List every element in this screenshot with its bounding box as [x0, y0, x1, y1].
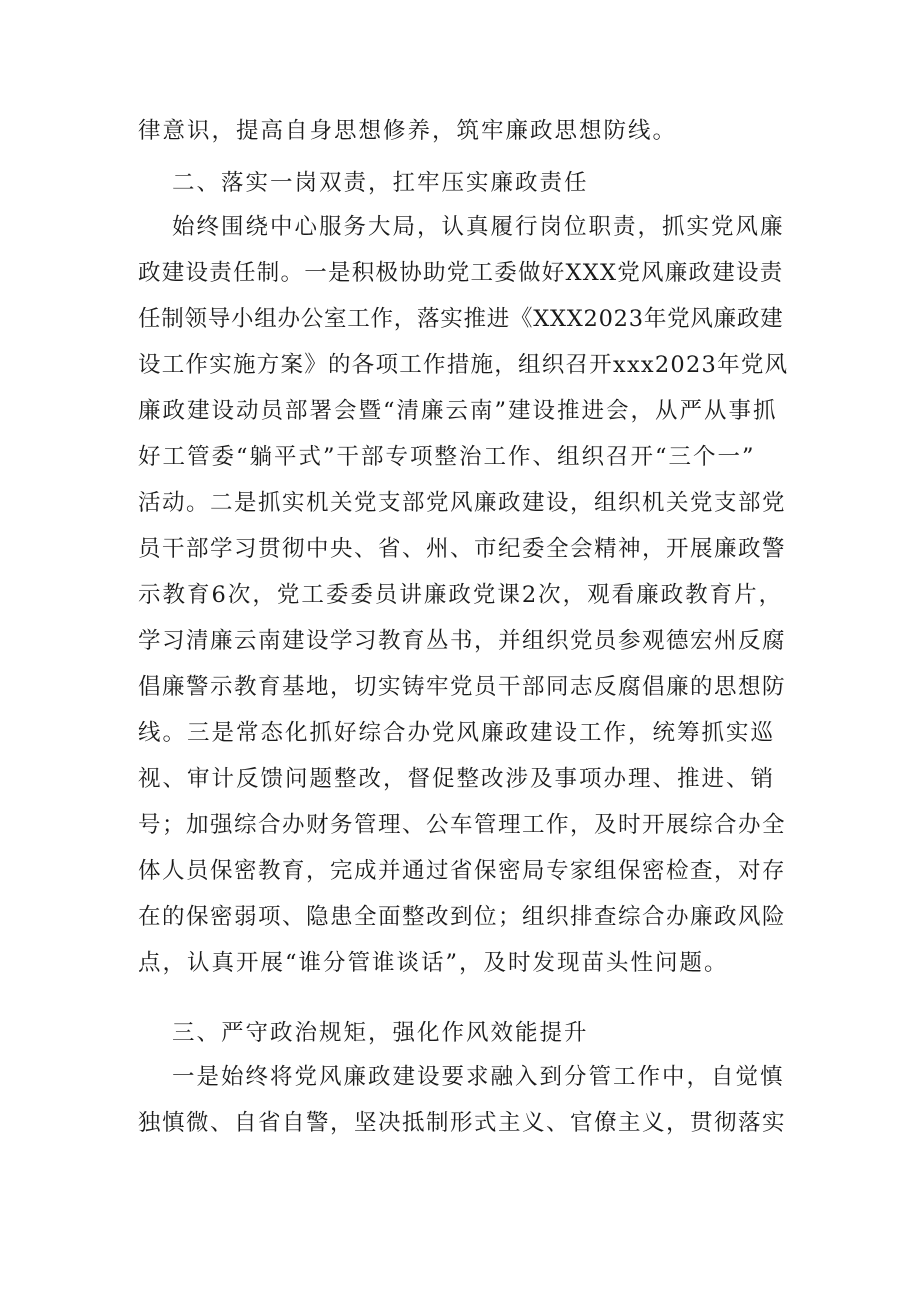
paragraph-line: 设工作实施方案》的各项工作措施，组织召开xxx2023年党风: [138, 352, 789, 378]
paragraph-line: 始终围绕中心服务大局，认真履行岗位职责，抓实党风廉: [172, 214, 785, 240]
section-heading: 三、严守政治规矩，强化作风效能提升: [172, 1020, 589, 1046]
paragraph-line: 廉政建设动员部署会暨“清廉云南”建设推进会，从严从事抓: [138, 398, 778, 424]
paragraph-line: 好工管委“躺平式”干部专项整治工作、组织召开“三个一”: [138, 444, 756, 470]
paragraph-line: 任制领导小组办公室工作，落实推进《XXX2023年党风廉政建: [138, 306, 784, 332]
paragraph-line: 体人员保密教育，完成并通过省保密局专家组保密检查，对存: [138, 858, 787, 884]
paragraph-line: 律意识，提高自身思想修养，筑牢廉政思想防线。: [138, 118, 678, 144]
paragraph-line: 员干部学习贯彻中央、省、州、市纪委全会精神，开展廉政警: [138, 536, 787, 562]
paragraph-line: 号；加强综合办财务管理、公车管理工作，及时开展综合办全: [138, 812, 787, 838]
paragraph-line: 示教育6次，党工委委员讲廉政党课2次，观看廉政教育片，: [138, 582, 784, 608]
paragraph-line: 在的保密弱项、隐患全面整改到位；组织排查综合办廉政风险: [138, 904, 787, 930]
paragraph-line: 点，认真开展“谁分管谁谈话”，及时发现苗头性问题。: [138, 950, 729, 976]
paragraph-line: 政建设责任制。一是积极协助党工委做好XXX党风廉政建设责: [138, 260, 784, 286]
paragraph-line: 线。三是常态化抓好综合办党风廉政建设工作，统筹抓实巡: [138, 720, 776, 746]
paragraph-line: 活动。二是抓实机关党支部党风廉政建设，组织机关党支部党: [138, 490, 787, 516]
paragraph-line: 独慎微、自省自警，坚决抵制形式主义、官僚主义，贯彻落实: [138, 1110, 787, 1136]
paragraph-line: 视、审计反馈问题整改，督促整改涉及事项办理、推进、销: [138, 766, 776, 792]
paragraph-line: 一是始终将党风廉政建设要求融入到分管工作中，自觉慎: [172, 1064, 785, 1090]
paragraph-line: 学习清廉云南建设学习教育丛书，并组织党员参观德宏州反腐: [138, 628, 787, 654]
section-heading: 二、落实一岗双责，扛牢压实廉政责任: [172, 170, 589, 196]
paragraph-line: 倡廉警示教育基地，切实铸牢党员干部同志反腐倡廉的思想防: [138, 674, 787, 700]
